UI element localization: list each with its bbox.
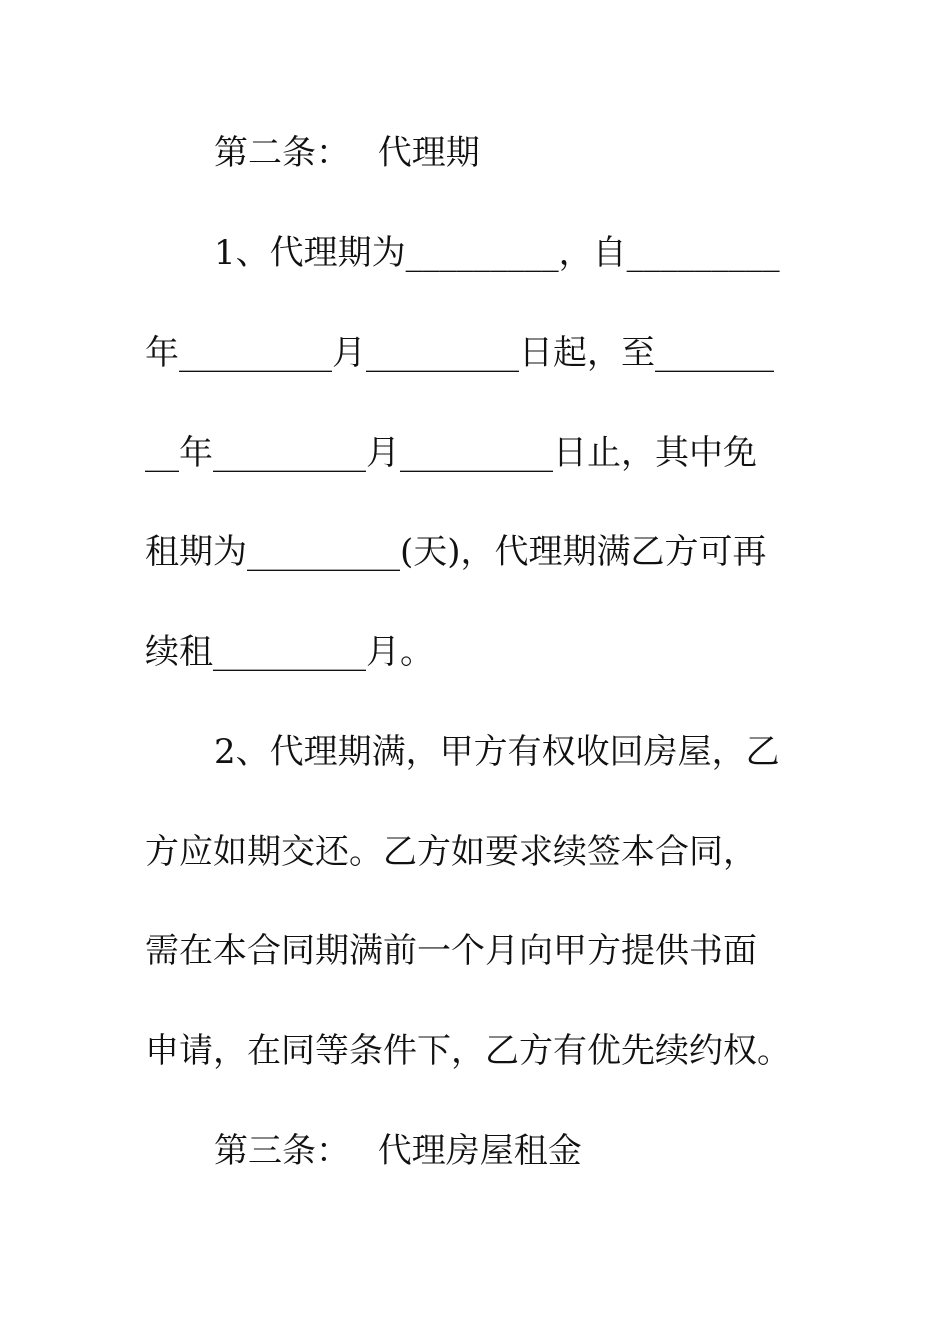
paragraph-line: 方应如期交还。乙方如要求续签本合同， (145, 832, 757, 872)
paragraph-line: 租期为_________(天)，代理期满乙方可再 (145, 532, 767, 572)
section-heading-article-2: 第二条： 代理期 (214, 133, 480, 173)
paragraph-line: __年_________月_________日止，其中免 (145, 433, 757, 473)
paragraph-line: 年_________月_________日起，至_______ (145, 333, 774, 373)
paragraph-line: 2、代理期满，甲方有权收回房屋，乙 (214, 732, 780, 772)
paragraph-line: 1、代理期为_________，自_________ (214, 233, 780, 273)
section-heading-article-3: 第三条： 代理房屋租金 (214, 1131, 582, 1171)
paragraph-line: 申请，在同等条件下，乙方有优先续约权。 (145, 1031, 791, 1071)
paragraph-line: 需在本合同期满前一个月向甲方提供书面 (145, 931, 757, 971)
paragraph-line: 续租_________月。 (145, 632, 434, 672)
